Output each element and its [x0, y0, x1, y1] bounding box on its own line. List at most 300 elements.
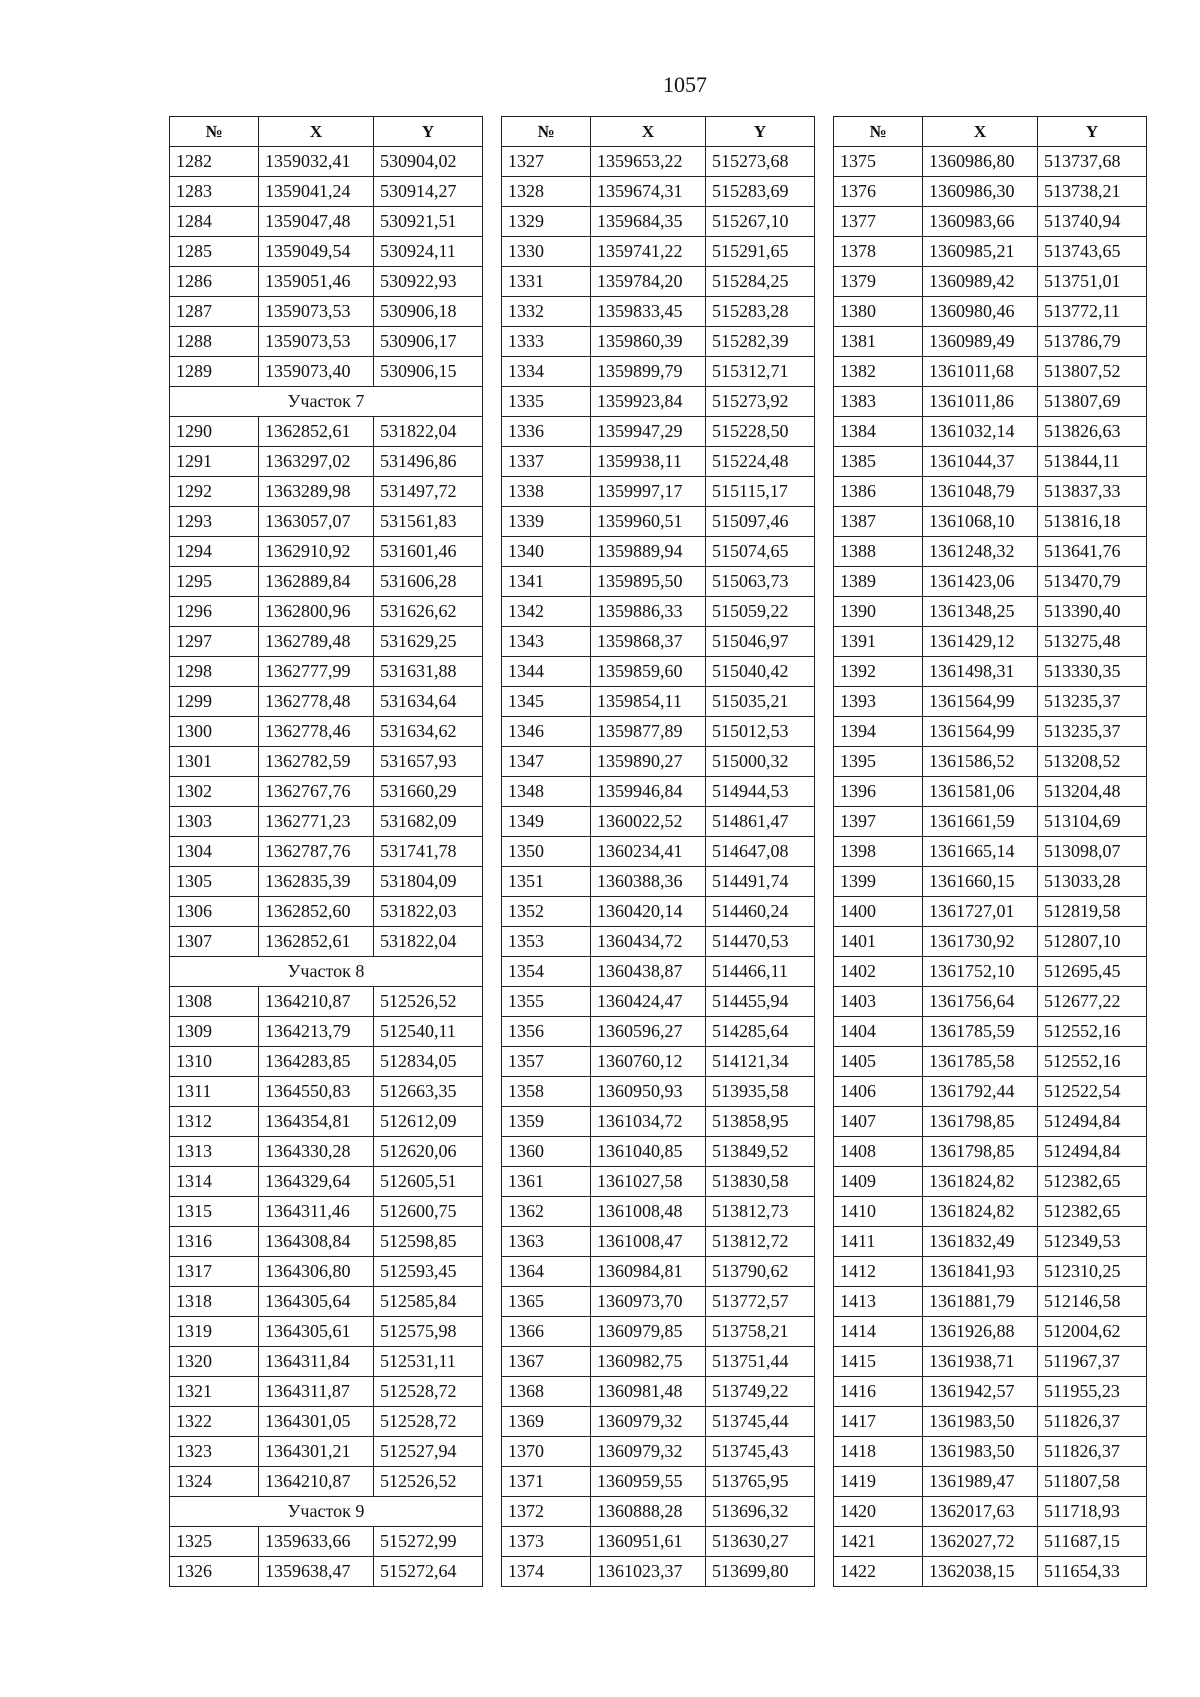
point-number-cell: 1414 — [834, 1317, 923, 1347]
x-coordinate-cell: 1361785,58 — [923, 1047, 1038, 1077]
y-coordinate-cell: 512004,62 — [1038, 1317, 1147, 1347]
y-coordinate-cell: 514491,74 — [706, 867, 815, 897]
x-coordinate-cell: 1359859,60 — [591, 657, 706, 687]
point-number-cell: 1340 — [502, 537, 591, 567]
table-header-row — [170, 117, 483, 147]
table-row — [502, 1227, 815, 1257]
x-coordinate-cell: 1360973,70 — [591, 1287, 706, 1317]
y-coordinate-cell: 512593,45 — [374, 1257, 483, 1287]
x-coordinate-cell: 1361881,79 — [923, 1287, 1038, 1317]
x-coordinate-cell: 1364311,46 — [259, 1197, 374, 1227]
section-label: Участок 8 — [170, 957, 483, 987]
x-coordinate-cell: 1360986,80 — [923, 147, 1038, 177]
table-row — [834, 327, 1147, 357]
point-number-cell: 1392 — [834, 657, 923, 687]
y-coordinate-cell: 515283,69 — [706, 177, 815, 207]
table-row — [502, 147, 815, 177]
x-coordinate-cell: 1361034,72 — [591, 1107, 706, 1137]
table-row — [834, 1287, 1147, 1317]
table-row — [834, 657, 1147, 687]
point-number-cell: 1368 — [502, 1377, 591, 1407]
x-coordinate-cell: 1361983,50 — [923, 1407, 1038, 1437]
point-number-cell: 1289 — [170, 357, 259, 387]
y-coordinate-cell: 513470,79 — [1038, 567, 1147, 597]
table-row — [502, 537, 815, 567]
table-row — [170, 807, 483, 837]
column-header-number: № — [502, 117, 591, 147]
y-coordinate-cell: 513737,68 — [1038, 147, 1147, 177]
x-coordinate-cell: 1361989,47 — [923, 1467, 1038, 1497]
x-coordinate-cell: 1360959,55 — [591, 1467, 706, 1497]
table-row — [834, 837, 1147, 867]
table-row — [834, 387, 1147, 417]
y-coordinate-cell: 512382,65 — [1038, 1197, 1147, 1227]
table-row — [502, 717, 815, 747]
y-coordinate-cell: 531626,62 — [374, 597, 483, 627]
y-coordinate-cell: 513751,44 — [706, 1347, 815, 1377]
table-row — [170, 1377, 483, 1407]
point-number-cell: 1329 — [502, 207, 591, 237]
y-coordinate-cell: 512494,84 — [1038, 1107, 1147, 1137]
y-coordinate-cell: 531629,25 — [374, 627, 483, 657]
point-number-cell: 1326 — [170, 1557, 259, 1587]
table-row — [834, 777, 1147, 807]
y-coordinate-cell: 513772,11 — [1038, 297, 1147, 327]
point-number-cell: 1339 — [502, 507, 591, 537]
point-number-cell: 1304 — [170, 837, 259, 867]
y-coordinate-cell: 511687,15 — [1038, 1527, 1147, 1557]
y-coordinate-cell: 513837,33 — [1038, 477, 1147, 507]
table-row — [834, 957, 1147, 987]
point-number-cell: 1320 — [170, 1347, 259, 1377]
table-row — [170, 147, 483, 177]
section-row — [170, 387, 483, 417]
point-number-cell: 1395 — [834, 747, 923, 777]
table-row — [502, 1197, 815, 1227]
table-row — [170, 357, 483, 387]
y-coordinate-cell: 512531,11 — [374, 1347, 483, 1377]
y-coordinate-cell: 515097,46 — [706, 507, 815, 537]
table-row — [170, 987, 483, 1017]
table-row — [834, 1347, 1147, 1377]
x-coordinate-cell: 1359741,22 — [591, 237, 706, 267]
x-coordinate-cell: 1359047,48 — [259, 207, 374, 237]
point-number-cell: 1288 — [170, 327, 259, 357]
point-number-cell: 1321 — [170, 1377, 259, 1407]
point-number-cell: 1325 — [170, 1527, 259, 1557]
x-coordinate-cell: 1360979,32 — [591, 1437, 706, 1467]
point-number-cell: 1345 — [502, 687, 591, 717]
point-number-cell: 1296 — [170, 597, 259, 627]
y-coordinate-cell: 512526,52 — [374, 987, 483, 1017]
x-coordinate-cell: 1361564,99 — [923, 717, 1038, 747]
column-header-y: Y — [374, 117, 483, 147]
x-coordinate-cell: 1362778,46 — [259, 717, 374, 747]
x-coordinate-cell: 1364305,64 — [259, 1287, 374, 1317]
point-number-cell: 1366 — [502, 1317, 591, 1347]
table-row — [834, 1107, 1147, 1137]
point-number-cell: 1322 — [170, 1407, 259, 1437]
table-row — [834, 567, 1147, 597]
point-number-cell: 1295 — [170, 567, 259, 597]
x-coordinate-cell: 1360986,30 — [923, 177, 1038, 207]
table-row — [170, 1317, 483, 1347]
table-row — [502, 1287, 815, 1317]
x-coordinate-cell: 1361752,10 — [923, 957, 1038, 987]
table-row — [834, 1077, 1147, 1107]
table-row — [834, 1167, 1147, 1197]
point-number-cell: 1404 — [834, 1017, 923, 1047]
point-number-cell: 1390 — [834, 597, 923, 627]
y-coordinate-cell: 530914,27 — [374, 177, 483, 207]
x-coordinate-cell: 1359938,11 — [591, 447, 706, 477]
y-coordinate-cell: 512527,94 — [374, 1437, 483, 1467]
table-row — [502, 387, 815, 417]
x-coordinate-cell: 1364301,21 — [259, 1437, 374, 1467]
x-coordinate-cell: 1361048,79 — [923, 477, 1038, 507]
y-coordinate-cell: 515272,99 — [374, 1527, 483, 1557]
y-coordinate-cell: 512598,85 — [374, 1227, 483, 1257]
point-number-cell: 1416 — [834, 1377, 923, 1407]
y-coordinate-cell: 531822,04 — [374, 417, 483, 447]
point-number-cell: 1292 — [170, 477, 259, 507]
table-row — [170, 177, 483, 207]
x-coordinate-cell: 1360950,93 — [591, 1077, 706, 1107]
x-coordinate-cell: 1361824,82 — [923, 1167, 1038, 1197]
x-coordinate-cell: 1363289,98 — [259, 477, 374, 507]
table-row — [170, 327, 483, 357]
point-number-cell: 1313 — [170, 1137, 259, 1167]
y-coordinate-cell: 513696,32 — [706, 1497, 815, 1527]
x-coordinate-cell: 1359833,45 — [591, 297, 706, 327]
table-row — [834, 1227, 1147, 1257]
table-header-row — [834, 117, 1147, 147]
x-coordinate-cell: 1361581,06 — [923, 777, 1038, 807]
y-coordinate-cell: 511826,37 — [1038, 1437, 1147, 1467]
table-row — [502, 237, 815, 267]
x-coordinate-cell: 1361938,71 — [923, 1347, 1038, 1377]
point-number-cell: 1381 — [834, 327, 923, 357]
y-coordinate-cell: 513740,94 — [1038, 207, 1147, 237]
point-number-cell: 1401 — [834, 927, 923, 957]
table-row — [502, 957, 815, 987]
x-coordinate-cell: 1359946,84 — [591, 777, 706, 807]
x-coordinate-cell: 1361727,01 — [923, 897, 1038, 927]
x-coordinate-cell: 1361730,92 — [923, 927, 1038, 957]
table-row — [170, 297, 483, 327]
table-row — [502, 297, 815, 327]
y-coordinate-cell: 514285,64 — [706, 1017, 815, 1047]
x-coordinate-cell: 1361586,52 — [923, 747, 1038, 777]
table-row — [834, 1377, 1147, 1407]
table-row — [170, 687, 483, 717]
y-coordinate-cell: 513743,65 — [1038, 237, 1147, 267]
x-coordinate-cell: 1359032,41 — [259, 147, 374, 177]
x-coordinate-cell: 1361348,25 — [923, 597, 1038, 627]
x-coordinate-cell: 1360989,49 — [923, 327, 1038, 357]
y-coordinate-cell: 515046,97 — [706, 627, 815, 657]
y-coordinate-cell: 513275,48 — [1038, 627, 1147, 657]
point-number-cell: 1417 — [834, 1407, 923, 1437]
table-row — [502, 867, 815, 897]
x-coordinate-cell: 1361756,64 — [923, 987, 1038, 1017]
table-row — [834, 1017, 1147, 1047]
table-row — [502, 1347, 815, 1377]
point-number-cell: 1372 — [502, 1497, 591, 1527]
table-row — [834, 627, 1147, 657]
point-number-cell: 1389 — [834, 567, 923, 597]
x-coordinate-cell: 1359997,17 — [591, 477, 706, 507]
y-coordinate-cell: 530904,02 — [374, 147, 483, 177]
y-coordinate-cell: 512819,58 — [1038, 897, 1147, 927]
x-coordinate-cell: 1362889,84 — [259, 567, 374, 597]
y-coordinate-cell: 531497,72 — [374, 477, 483, 507]
y-coordinate-cell: 514121,34 — [706, 1047, 815, 1077]
x-coordinate-cell: 1360979,32 — [591, 1407, 706, 1437]
y-coordinate-cell: 512310,25 — [1038, 1257, 1147, 1287]
x-coordinate-cell: 1361008,48 — [591, 1197, 706, 1227]
x-coordinate-cell: 1361798,85 — [923, 1137, 1038, 1167]
point-number-cell: 1402 — [834, 957, 923, 987]
y-coordinate-cell: 514460,24 — [706, 897, 815, 927]
point-number-cell: 1406 — [834, 1077, 923, 1107]
point-number-cell: 1352 — [502, 897, 591, 927]
column-header-x: X — [259, 117, 374, 147]
y-coordinate-cell: 531601,46 — [374, 537, 483, 567]
point-number-cell: 1307 — [170, 927, 259, 957]
y-coordinate-cell: 512585,84 — [374, 1287, 483, 1317]
y-coordinate-cell: 531822,04 — [374, 927, 483, 957]
x-coordinate-cell: 1362852,61 — [259, 927, 374, 957]
x-coordinate-cell: 1359653,22 — [591, 147, 706, 177]
point-number-cell: 1358 — [502, 1077, 591, 1107]
x-coordinate-cell: 1359947,29 — [591, 417, 706, 447]
point-number-cell: 1286 — [170, 267, 259, 297]
y-coordinate-cell: 513738,21 — [1038, 177, 1147, 207]
table-row — [502, 1557, 815, 1587]
point-number-cell: 1380 — [834, 297, 923, 327]
x-coordinate-cell: 1362800,96 — [259, 597, 374, 627]
point-number-cell: 1394 — [834, 717, 923, 747]
point-number-cell: 1361 — [502, 1167, 591, 1197]
table-row — [834, 537, 1147, 567]
point-number-cell: 1374 — [502, 1557, 591, 1587]
x-coordinate-cell: 1364213,79 — [259, 1017, 374, 1047]
table-row — [502, 1437, 815, 1467]
x-coordinate-cell: 1362835,39 — [259, 867, 374, 897]
point-number-cell: 1407 — [834, 1107, 923, 1137]
y-coordinate-cell: 511654,33 — [1038, 1557, 1147, 1587]
x-coordinate-cell: 1361983,50 — [923, 1437, 1038, 1467]
y-coordinate-cell: 515063,73 — [706, 567, 815, 597]
y-coordinate-cell: 531822,03 — [374, 897, 483, 927]
point-number-cell: 1319 — [170, 1317, 259, 1347]
table-row — [834, 207, 1147, 237]
x-coordinate-cell: 1359854,11 — [591, 687, 706, 717]
table-row — [170, 1047, 483, 1077]
y-coordinate-cell: 513033,28 — [1038, 867, 1147, 897]
x-coordinate-cell: 1359041,24 — [259, 177, 374, 207]
point-number-cell: 1418 — [834, 1437, 923, 1467]
table-row — [170, 777, 483, 807]
y-coordinate-cell: 514861,47 — [706, 807, 815, 837]
x-coordinate-cell: 1361785,59 — [923, 1017, 1038, 1047]
y-coordinate-cell: 530921,51 — [374, 207, 483, 237]
x-coordinate-cell: 1359684,35 — [591, 207, 706, 237]
y-coordinate-cell: 513790,62 — [706, 1257, 815, 1287]
table-row — [834, 147, 1147, 177]
y-coordinate-cell: 513745,43 — [706, 1437, 815, 1467]
point-number-cell: 1398 — [834, 837, 923, 867]
table-row — [502, 657, 815, 687]
point-number-cell: 1365 — [502, 1287, 591, 1317]
x-coordinate-cell: 1364210,87 — [259, 987, 374, 1017]
table-row — [170, 447, 483, 477]
point-number-cell: 1284 — [170, 207, 259, 237]
x-coordinate-cell: 1359784,20 — [591, 267, 706, 297]
table-row — [502, 597, 815, 627]
x-coordinate-cell: 1359638,47 — [259, 1557, 374, 1587]
x-coordinate-cell: 1364210,87 — [259, 1467, 374, 1497]
x-coordinate-cell: 1361032,14 — [923, 417, 1038, 447]
section-label: Участок 9 — [170, 1497, 483, 1527]
section-label: Участок 7 — [170, 387, 483, 417]
y-coordinate-cell: 514466,11 — [706, 957, 815, 987]
point-number-cell: 1299 — [170, 687, 259, 717]
y-coordinate-cell: 531657,93 — [374, 747, 483, 777]
x-coordinate-cell: 1361832,49 — [923, 1227, 1038, 1257]
y-coordinate-cell: 513630,27 — [706, 1527, 815, 1557]
x-coordinate-cell: 1361660,15 — [923, 867, 1038, 897]
point-number-cell: 1362 — [502, 1197, 591, 1227]
y-coordinate-cell: 515284,25 — [706, 267, 815, 297]
y-coordinate-cell: 511718,93 — [1038, 1497, 1147, 1527]
point-number-cell: 1412 — [834, 1257, 923, 1287]
table-row — [170, 267, 483, 297]
table-row — [502, 687, 815, 717]
table-row — [170, 477, 483, 507]
point-number-cell: 1337 — [502, 447, 591, 477]
x-coordinate-cell: 1364308,84 — [259, 1227, 374, 1257]
table-row — [502, 567, 815, 597]
table-row — [834, 867, 1147, 897]
y-coordinate-cell: 531634,64 — [374, 687, 483, 717]
x-coordinate-cell: 1360022,52 — [591, 807, 706, 837]
table-header-row — [502, 117, 815, 147]
point-number-cell: 1413 — [834, 1287, 923, 1317]
column-header-y: Y — [1038, 117, 1147, 147]
y-coordinate-cell: 511955,23 — [1038, 1377, 1147, 1407]
x-coordinate-cell: 1361040,85 — [591, 1137, 706, 1167]
x-coordinate-cell: 1359868,37 — [591, 627, 706, 657]
y-coordinate-cell: 513849,52 — [706, 1137, 815, 1167]
point-number-cell: 1382 — [834, 357, 923, 387]
x-coordinate-cell: 1364306,80 — [259, 1257, 374, 1287]
x-coordinate-cell: 1360424,47 — [591, 987, 706, 1017]
point-number-cell: 1411 — [834, 1227, 923, 1257]
y-coordinate-cell: 513786,79 — [1038, 327, 1147, 357]
point-number-cell: 1353 — [502, 927, 591, 957]
y-coordinate-cell: 513772,57 — [706, 1287, 815, 1317]
table-row — [502, 327, 815, 357]
x-coordinate-cell: 1362782,59 — [259, 747, 374, 777]
y-coordinate-cell: 512494,84 — [1038, 1137, 1147, 1167]
y-coordinate-cell: 513830,58 — [706, 1167, 815, 1197]
y-coordinate-cell: 515273,68 — [706, 147, 815, 177]
point-number-cell: 1297 — [170, 627, 259, 657]
table-row — [834, 747, 1147, 777]
point-number-cell: 1357 — [502, 1047, 591, 1077]
table-row — [170, 1407, 483, 1437]
point-number-cell: 1310 — [170, 1047, 259, 1077]
point-number-cell: 1349 — [502, 807, 591, 837]
point-number-cell: 1291 — [170, 447, 259, 477]
point-number-cell: 1332 — [502, 297, 591, 327]
y-coordinate-cell: 515267,10 — [706, 207, 815, 237]
table-row — [502, 1017, 815, 1047]
x-coordinate-cell: 1364550,83 — [259, 1077, 374, 1107]
table-row — [502, 507, 815, 537]
point-number-cell: 1355 — [502, 987, 591, 1017]
y-coordinate-cell: 513935,58 — [706, 1077, 815, 1107]
x-coordinate-cell: 1361824,82 — [923, 1197, 1038, 1227]
y-coordinate-cell: 513844,11 — [1038, 447, 1147, 477]
x-coordinate-cell: 1359073,40 — [259, 357, 374, 387]
column-header-number: № — [170, 117, 259, 147]
x-coordinate-cell: 1360985,21 — [923, 237, 1038, 267]
table-row — [502, 1167, 815, 1197]
point-number-cell: 1405 — [834, 1047, 923, 1077]
point-number-cell: 1396 — [834, 777, 923, 807]
x-coordinate-cell: 1360888,28 — [591, 1497, 706, 1527]
y-coordinate-cell: 515282,39 — [706, 327, 815, 357]
table-row — [170, 1167, 483, 1197]
y-coordinate-cell: 512528,72 — [374, 1377, 483, 1407]
y-coordinate-cell: 531631,88 — [374, 657, 483, 687]
table-row — [834, 897, 1147, 927]
x-coordinate-cell: 1359960,51 — [591, 507, 706, 537]
column-header-x: X — [923, 117, 1038, 147]
x-coordinate-cell: 1364311,84 — [259, 1347, 374, 1377]
x-coordinate-cell: 1360434,72 — [591, 927, 706, 957]
x-coordinate-cell: 1359073,53 — [259, 297, 374, 327]
y-coordinate-cell: 513235,37 — [1038, 687, 1147, 717]
table-row — [502, 1467, 815, 1497]
x-coordinate-cell: 1360438,87 — [591, 957, 706, 987]
table-row — [170, 567, 483, 597]
point-number-cell: 1338 — [502, 477, 591, 507]
x-coordinate-cell: 1362910,92 — [259, 537, 374, 567]
x-coordinate-cell: 1360596,27 — [591, 1017, 706, 1047]
table-row — [834, 1527, 1147, 1557]
y-coordinate-cell: 515291,65 — [706, 237, 815, 267]
x-coordinate-cell: 1361564,99 — [923, 687, 1038, 717]
table-row — [502, 1137, 815, 1167]
point-number-cell: 1383 — [834, 387, 923, 417]
y-coordinate-cell: 512677,22 — [1038, 987, 1147, 1017]
y-coordinate-cell: 513812,72 — [706, 1227, 815, 1257]
point-number-cell: 1318 — [170, 1287, 259, 1317]
point-number-cell: 1336 — [502, 417, 591, 447]
x-coordinate-cell: 1361423,06 — [923, 567, 1038, 597]
y-coordinate-cell: 531606,28 — [374, 567, 483, 597]
point-number-cell: 1387 — [834, 507, 923, 537]
table-row — [170, 537, 483, 567]
y-coordinate-cell: 512349,53 — [1038, 1227, 1147, 1257]
y-coordinate-cell: 513208,52 — [1038, 747, 1147, 777]
point-number-cell: 1422 — [834, 1557, 923, 1587]
y-coordinate-cell: 515312,71 — [706, 357, 815, 387]
